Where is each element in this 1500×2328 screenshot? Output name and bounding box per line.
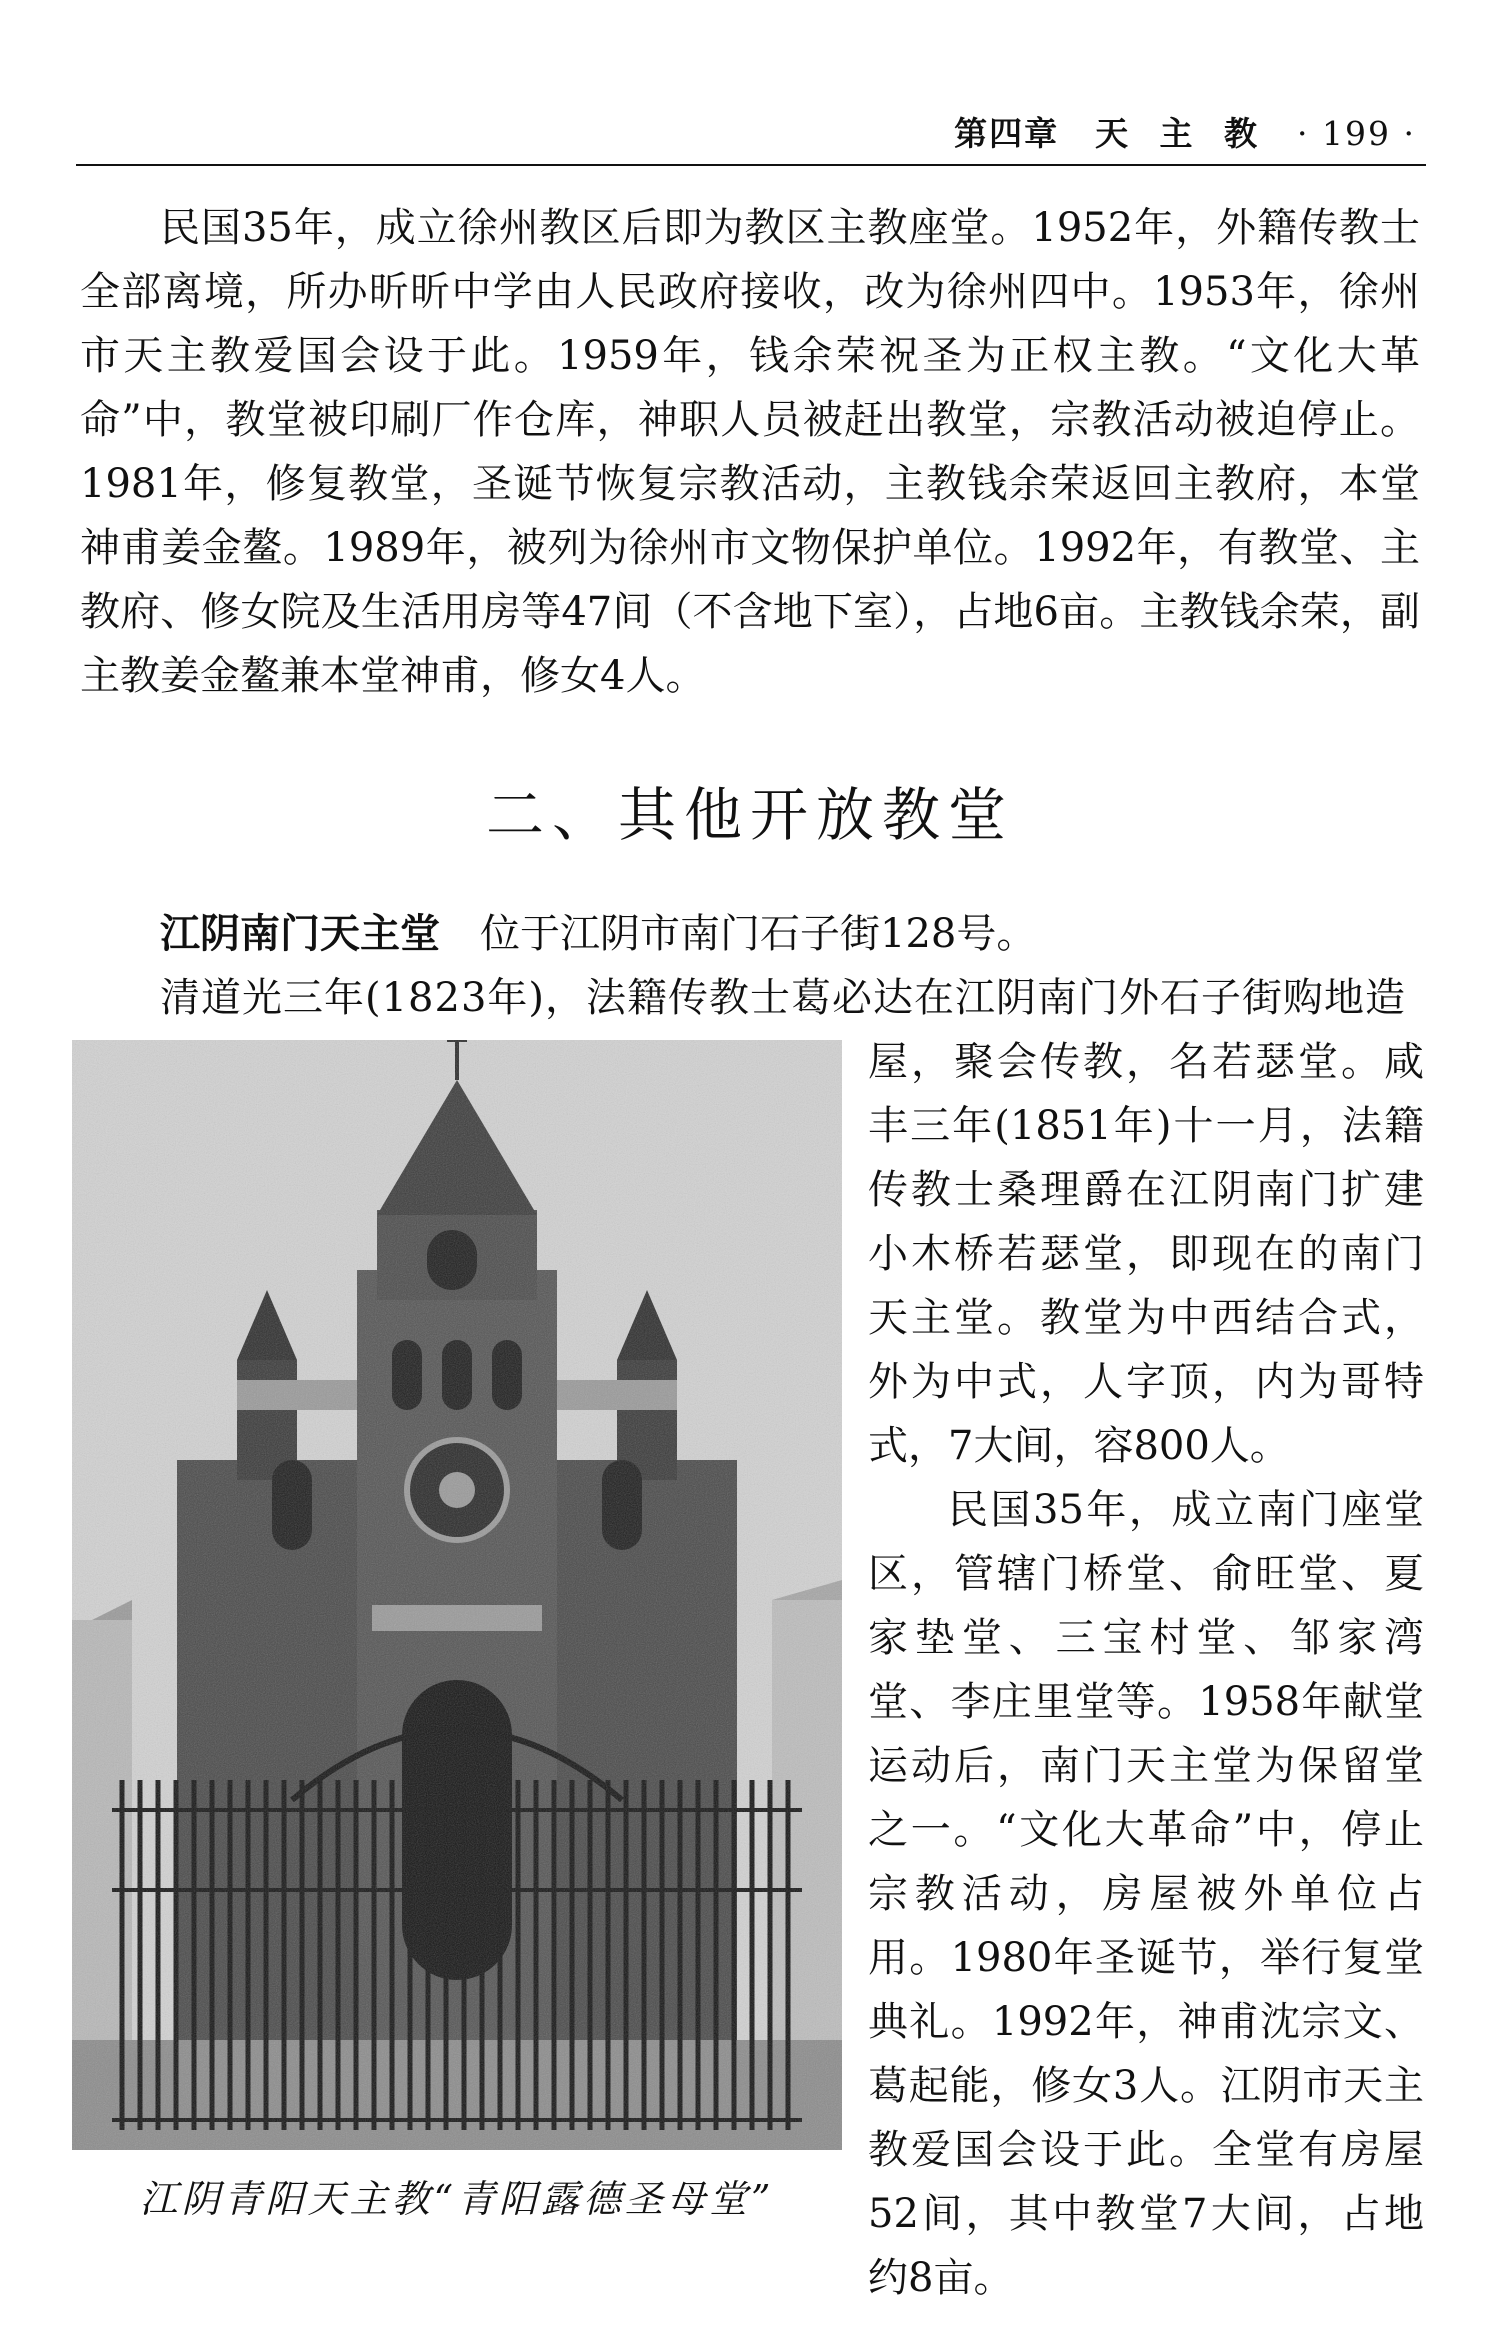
page-header [76,104,1426,166]
photo-grain [72,1040,842,2150]
page-number: · 199 · [1297,114,1416,153]
church-photo [72,1040,842,2150]
body-paragraph-1: 民国35年，成立徐州教区后即为教区主教座堂。1952年，外籍传教士全部离境，所办昕昕中学由人民政府接收，改为徐州四中。1953年，徐州市天主教爱国会设于此。1959年，钱余荣祝圣为正权主教。“文化大革命”中，教堂被印刷厂作仓库，神职人员被赶出教堂，宗教活动被迫停止。1981年，修复教堂，圣诞节恢复宗教活动，主教钱余荣返回主教府，本堂神甫姜金鳌。1989年，被列为徐州市文物保护单位。1992年，有教堂、主教府、修女院及生活用房等47间（不含地下室），占地6亩。主教钱余荣，副主教姜金鳌兼本堂神甫，修女4人。 [80,205,1420,699]
entry-title-line [160,902,1036,966]
entry-address: 位于江阴市南门石子街128号。 [480,911,1037,957]
chapter-title: 天 主 教 [1095,114,1268,153]
header-text [954,108,1416,155]
photo-caption: 江阴青阳天主教“青阳露德圣母堂” [139,2177,775,2221]
chapter-label: 第四章 [954,114,1060,153]
entry-continuation: 屋，聚会传教，名若瑟堂。咸丰三年(1851年)十一月，法籍传教士桑理爵在江阴南门扩建小木桥若瑟堂，即现在的南门天主堂。教堂为中西结合式，外为中式，人字顶，内为哥特式，7大间，容800人。 [868,1039,1424,1469]
entry-first-line: 清道光三年(1823年)，法籍传教士葛必达在江阴南门外石子街购地造 [160,975,1407,1021]
section-heading: 二、其他开放教堂 [485,781,1014,849]
side-text-column [868,1030,1424,2310]
entry-paragraph-2: 民国35年，成立南门座堂区，管辖门桥堂、俞旺堂、夏家垫堂、三宝村堂、邹家湾堂、李庄里堂等。1958年献堂运动后，南门天主堂为保留堂之一。“文化大革命”中，停止宗教活动，房屋被外单位占用。1980年圣诞节，举行复堂典礼。1992年，神甫沈宗文、葛起能，修女3人。江阴市天主教爱国会设于此。全堂有房屋52间，其中教堂7大间，占地约8亩。 [868,1487,1424,2301]
church-illustration [72,1040,842,2150]
entry-name: 江阴南门天主堂 [160,911,440,957]
